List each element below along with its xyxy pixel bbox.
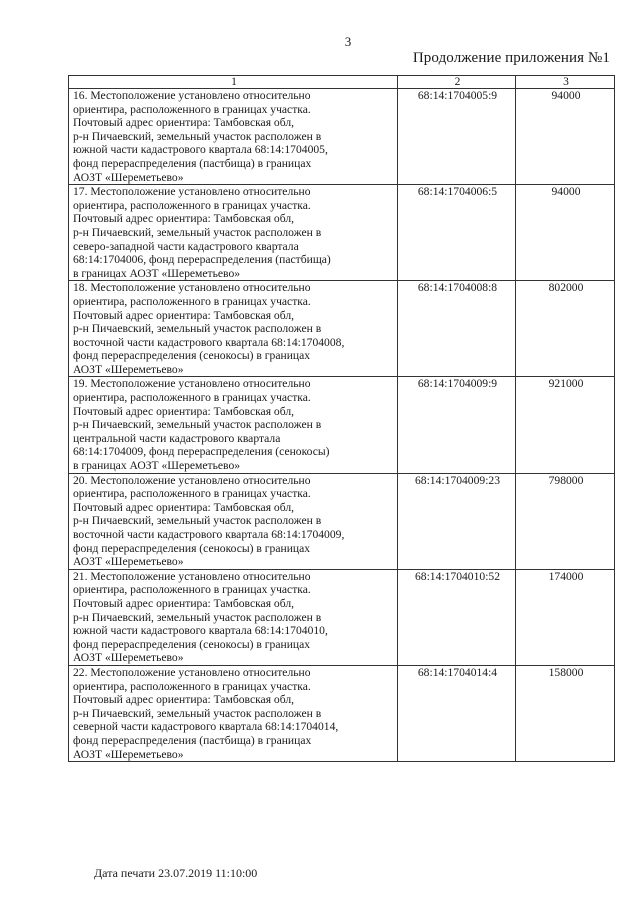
plot-description: 18. Местоположение установлено относительно ориентира, расположенного в границах участка. Почтовый адрес ориентира: Тамбовская обл, р-н Пичаевский, земельный участок расположен в восточной части кадастрового квартала 68:14:1704008, фонд перераспределения (сенокосы) в границах АОЗТ «Шереметьево» (69, 281, 398, 377)
cadastral-number: 68:14:1704010:52 (398, 569, 516, 665)
table-row (69, 569, 615, 665)
plot-description: 19. Местоположение установлено относительно ориентира, расположенного в границах участка. Почтовый адрес ориентира: Тамбовская обл, р-н Пичаевский, земельный участок расположен в центральной части кадастрового квартала 68:14:1704009, фонд перераспределения (сенокосы) в границах АОЗТ «Шереметьево» (69, 377, 398, 473)
plot-area: 921000 (516, 377, 615, 473)
cadastral-number: 68:14:1704009:9 (398, 377, 516, 473)
page-number: 3 (344, 34, 352, 49)
plot-description: 21. Местоположение установлено относительно ориентира, расположенного в границах участка. Почтовый адрес ориентира: Тамбовская обл, р-н Пичаевский, земельный участок расположен в южной части кадастрового квартала 68:14:1704010, фонд перераспределения (сенокосы) в границах АОЗТ «Шереметьево» (69, 569, 398, 665)
appendix-title: Продолжение приложения №1 (412, 50, 610, 66)
plot-area: 158000 (516, 665, 615, 761)
cadastral-number: 68:14:1704009:23 (398, 473, 516, 569)
cadastral-number: 68:14:1704014:4 (398, 665, 516, 761)
plot-description: 17. Местоположение установлено относительно ориентира, расположенного в границах участка. Почтовый адрес ориентира: Тамбовская обл, р-н Пичаевский, земельный участок расположен в северо-западной части кадастрового квартала 68:14:1704006, фонд перераспределения (пастбища) в границах АОЗТ «Шереметьево» (69, 185, 398, 281)
table-row (69, 281, 615, 377)
table-row (69, 185, 615, 281)
table-header-row (69, 76, 615, 89)
cadastral-number: 68:14:1704006:5 (398, 185, 516, 281)
plot-area: 174000 (516, 569, 615, 665)
column-header-1: 1 (69, 76, 398, 89)
cadastral-number: 68:14:1704008:8 (398, 281, 516, 377)
column-header-2: 2 (398, 76, 516, 89)
plot-area: 94000 (516, 89, 615, 185)
table-row (69, 473, 615, 569)
table-row (69, 89, 615, 185)
plot-description: 20. Местоположение установлено относительно ориентира, расположенного в границах участка. Почтовый адрес ориентира: Тамбовская обл, р-н Пичаевский, земельный участок расположен в восточной части кадастрового квартала 68:14:1704009, фонд перераспределения (сенокосы) в границах АОЗТ «Шереметьево» (69, 473, 398, 569)
plot-area: 798000 (516, 473, 615, 569)
plot-description: 22. Местоположение установлено относительно ориентира, расположенного в границах участка. Почтовый адрес ориентира: Тамбовская обл, р-н Пичаевский, земельный участок расположен в северной части кадастрового квартала 68:14:1704014, фонд перераспределения (пастбища) в границах АОЗТ «Шереметьево» (69, 665, 398, 761)
table-row (69, 665, 615, 761)
table-row (69, 377, 615, 473)
cadastral-number: 68:14:1704005:9 (398, 89, 516, 185)
land-plot-table (68, 75, 615, 762)
plot-description: 16. Местоположение установлено относительно ориентира, расположенного в границах участка. Почтовый адрес ориентира: Тамбовская обл, р-н Пичаевский, земельный участок расположен в южной части кадастрового квартала 68:14:1704005, фонд перераспределения (пастбища) в границах АОЗТ «Шереметьево» (69, 89, 398, 185)
column-header-3: 3 (516, 76, 615, 89)
plot-area: 802000 (516, 281, 615, 377)
print-date: Дата печати 23.07.2019 11:10:00 (94, 866, 258, 880)
plot-area: 94000 (516, 185, 615, 281)
